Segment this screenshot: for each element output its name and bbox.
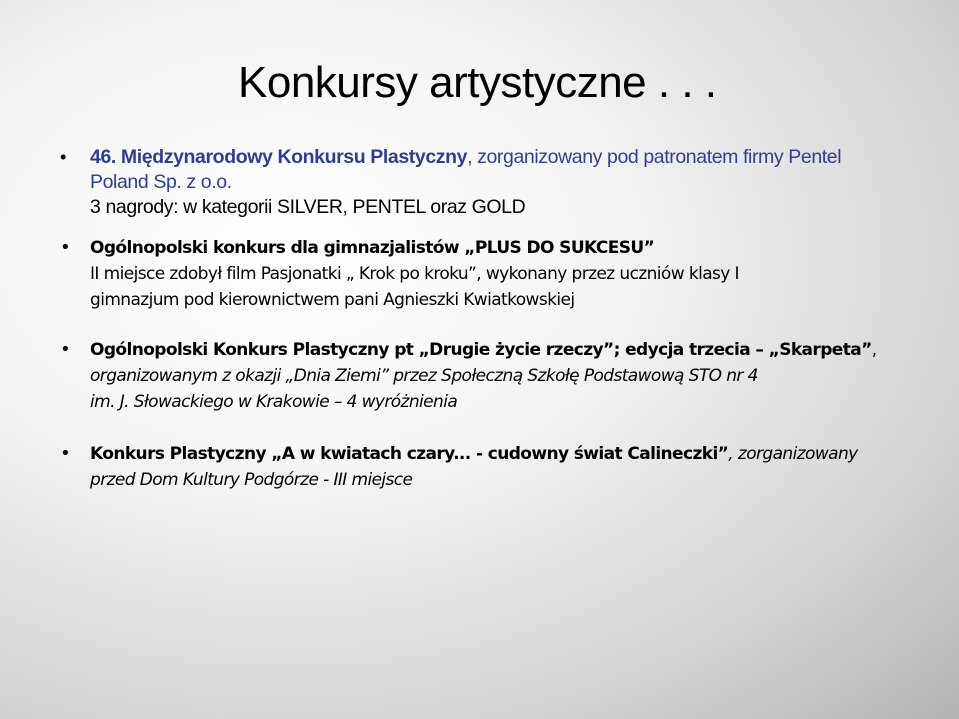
bullet-list: [0, 145, 959, 493]
contest-separator: ,: [871, 340, 877, 360]
contest-result: II miejsce zdobył film Pasjonatki „ Krok po kroku”, wykonany przez uczniów klasy I: [90, 264, 739, 284]
bullet-icon: •: [60, 147, 66, 167]
list-item-pentel: [0, 145, 959, 220]
contest-result: im. J. Słowackiego w Krakowie – 4 wyróżnienia: [90, 392, 458, 412]
item-line: [90, 441, 919, 467]
contest-name: Konkurs Plastyczny „A w kwiatach czary... - cudowny świat Calineczki”: [90, 444, 729, 464]
list-item-plus-do-sukcesu: [0, 235, 959, 313]
contest-description-cont: Poland Sp. z o.o.: [90, 171, 232, 193]
contest-organizer: organizowanym z okazji „Dnia Ziemi” przez Społeczną Szkołę Podstawową STO nr 4: [90, 366, 758, 386]
contest-name: 46. Międzynarodowy Konkursu Plastyczny: [90, 146, 468, 168]
item-line: [90, 337, 919, 363]
contest-organizer: , zorganizowany: [728, 444, 858, 464]
bullet-icon: •: [60, 443, 71, 464]
bullet-icon: •: [60, 339, 71, 360]
contest-name: Ogólnopolski Konkurs Plastyczny pt „Drugie życie rzeczy”; edycja trzecia – „Skarpeta”: [90, 340, 872, 360]
contest-result: przed Dom Kultury Podgórze - III miejsce: [90, 470, 413, 490]
contest-result: 3 nagrody: w kategorii SILVER, PENTEL oraz GOLD: [90, 196, 526, 218]
item-line: [90, 145, 919, 170]
contest-name: Ogólnopolski konkurs dla gimnazjalistów „PLUS DO SUKCESU”: [90, 238, 655, 258]
item-line: [90, 235, 919, 261]
slide-title: Konkursy artystyczne . . .: [238, 58, 717, 107]
list-item-calineczka: [0, 441, 959, 493]
list-item-drugie-zycie: [0, 337, 959, 415]
contest-description: , zorganizowany pod patronatem firmy Pentel: [467, 146, 842, 168]
contest-result-cont: gimnazjum pod kierownictwem pani Agnieszki Kwiatkowskiej: [90, 290, 575, 310]
bullet-icon: •: [60, 237, 71, 258]
